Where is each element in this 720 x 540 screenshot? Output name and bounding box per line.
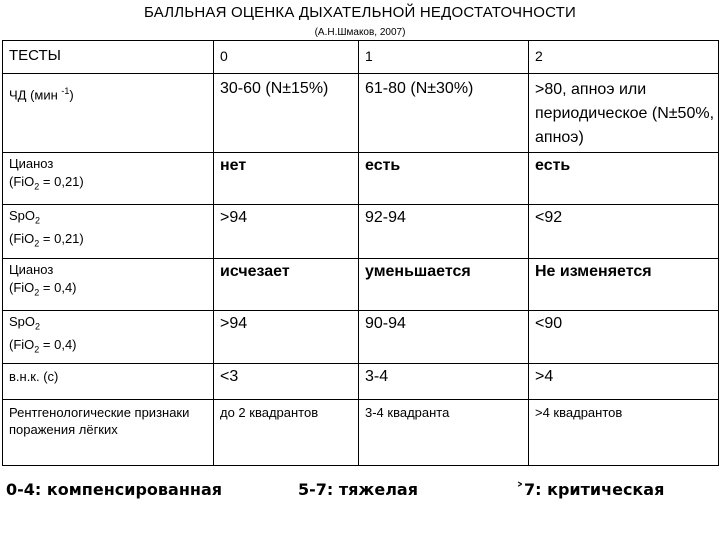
table-row [3,400,719,466]
table-row [3,153,719,205]
cell-spo2-04-2: ˂90 [529,311,719,364]
table-row [3,311,719,364]
cell-cyanosis-021-1: есть [359,153,529,205]
row-label-text: ЧД (мин [9,87,62,103]
row-label-sub: 2 [34,181,40,192]
row-label-tail: = 0,4) [39,336,77,352]
cell-rr-0: 30-60 (N±15%) [214,74,359,153]
cell-cyanosis-04-1: уменьшается [359,259,529,311]
row-label-line1: Цианоз [9,262,54,277]
header-cell-2: 2 [529,41,719,74]
table-row [3,205,719,259]
row-label-fio: (FiO [9,174,35,189]
cell-spo2-04-0: ˃94 [214,311,359,364]
cell-spo2-021-1: 92-94 [359,205,529,259]
cell-cyanosis-04-0: исчезает [214,259,359,311]
row-label-line2 [9,279,209,302]
row-label-sub: 2 [34,287,40,298]
row-label-line1 [9,207,209,230]
row-label-line2 [9,230,209,253]
row-label-fio: (FiO [9,230,35,246]
row-label-tail: = 0,21) [39,174,84,189]
row-label-sup: -1 [61,86,70,96]
row-label-sub: 2 [35,321,41,332]
header-cell-tests: ТЕСТЫ [3,41,214,74]
cell-xray-1: 3-4 квадранта [359,400,529,466]
cell-rr-1: 61-80 (N±30%) [359,74,529,153]
row-label-xray: Рентгенологические признаки поражения лёгких [3,400,214,466]
cell-vnk-0: ˂3 [214,364,359,400]
row-label-sub: 2 [35,215,41,226]
footer-score-critical: ˃7: критическая [516,480,665,499]
page-title: БАЛЛЬНАЯ ОЦЕНКА ДЫХАТЕЛЬНОЙ НЕДОСТАТОЧНОСТИ [143,4,576,21]
row-label-line1 [9,313,209,336]
header-cell-1: 1 [359,41,529,74]
header-cell-0: 0 [214,41,359,74]
row-label-line2 [9,173,209,196]
row-label-fio: (FiO [9,280,35,295]
row-label-sub: 2 [34,344,40,355]
table-row [3,259,719,311]
row-label-line2 [9,336,209,359]
cell-cyanosis-04-2: Не изменяется [529,259,719,311]
page-subtitle: (А.Н.Шмаков, 2007) [314,27,406,38]
cell-vnk-1: 3-4 [359,364,529,400]
cell-vnk-2: ˃4 [529,364,719,400]
row-label-spo2-04 [3,311,214,364]
cell-cyanosis-021-0: нет [214,153,359,205]
row-label-tail: ) [69,87,74,103]
row-label-spo: SpO [9,208,36,223]
row-label-rr [3,74,214,153]
footer-score-compensated: 0-4: компенсированная [6,480,223,499]
cell-spo2-021-0: ˃94 [214,205,359,259]
cell-spo2-021-2: ˂92 [529,205,719,259]
row-label-tail: = 0,21) [39,230,84,246]
cell-spo2-04-1: 90-94 [359,311,529,364]
row-label-sub: 2 [34,238,40,249]
row-label-spo: SpO [9,314,36,329]
table-row [3,364,719,400]
cell-rr-2: ˃80, апноэ или периодическое (N±50%, апноэ) [529,74,719,153]
row-label-cyanosis-021 [3,153,214,205]
cell-xray-0: до 2 квадрантов [214,400,359,466]
table-row [3,74,719,153]
row-label-cyanosis-04 [3,259,214,311]
row-label-spo2-021 [3,205,214,259]
cell-cyanosis-021-2: есть [529,153,719,205]
table-header-row [3,41,719,74]
row-label-fio: (FiO [9,336,35,352]
row-label-line1: Цианоз [9,156,54,171]
scoring-table [2,40,719,466]
row-label-tail: = 0,4) [39,280,77,295]
cell-xray-2: ˃4 квадрантов [529,400,719,466]
footer-score-severe: 5-7: тяжелая [298,480,418,499]
row-label-vnk: в.н.к. (с) [3,364,214,400]
